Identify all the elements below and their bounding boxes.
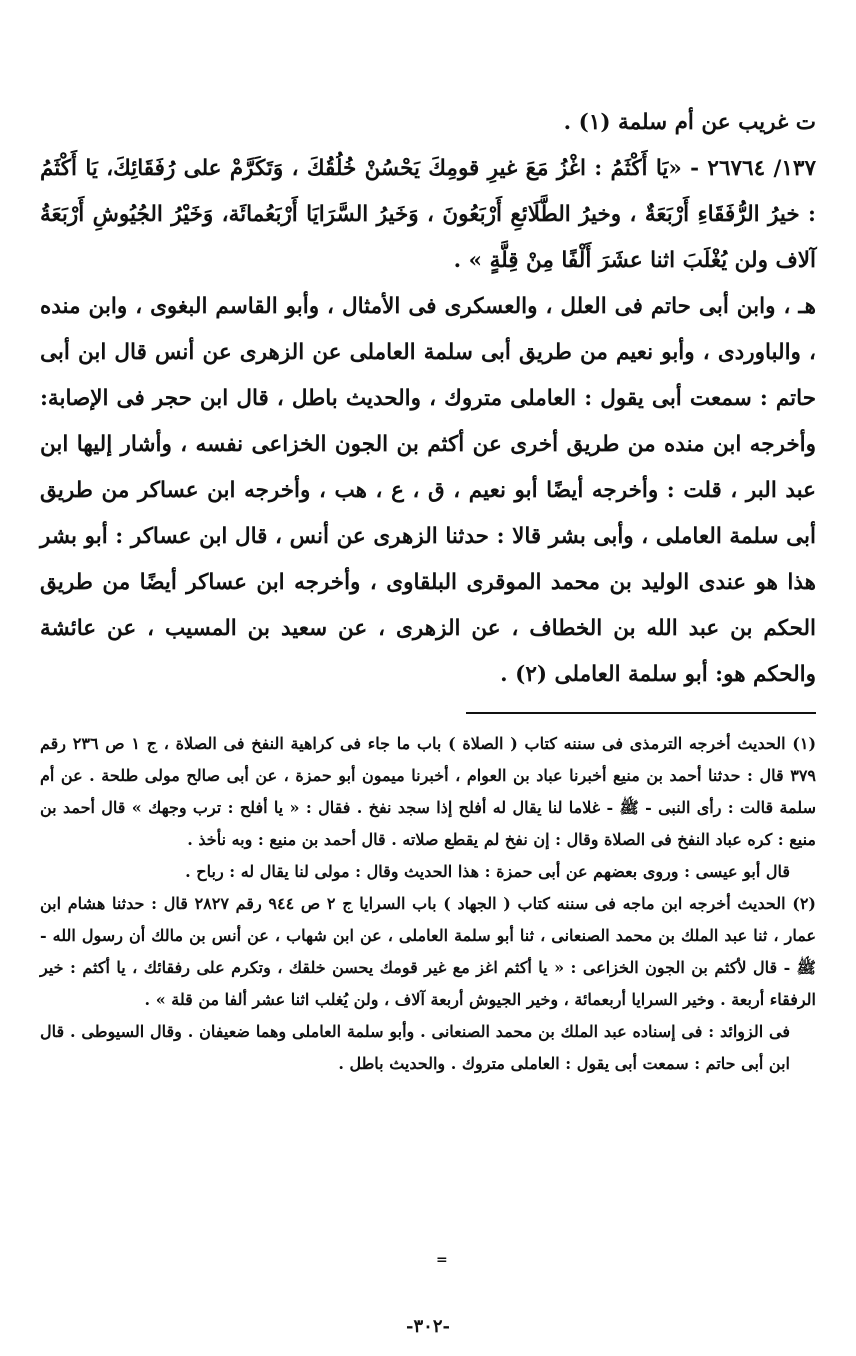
- footnotes: [40, 728, 816, 1080]
- footnote-2-continued: فى الزوائد : فى إسناده عبد الملك بن محمد الصنعانى . وأبو سلمة العاملى وهما ضعيفان . وقال السيوطى . قال ابن أبى حاتم : سمعت أبى يقول : العاملى متروك . والحديث باطل .: [40, 1022, 790, 1073]
- page-body: [40, 100, 816, 1080]
- main-paragraph-intro: ت غريب عن أم سلمة (١) .: [563, 110, 816, 135]
- continuation-mark: =: [436, 1252, 448, 1268]
- main-paragraph-hadith: ١٣٧/ ٢٦٧٦٤ - «يَا أَكْثَمُ : اغْزُ مَعَ غيرِ قومِكَ يَحْسُنْ خُلُقُكَ ، وَتَكَرَّمْ على رُفَقَائِكَ، يَا أَكْثَمُ : خيرُ الرُّفَقَاءِ أَرْبَعَةٌ ، وخيرُ الطَّلَائعِ أَرْبَعُونَ ، وَخَيرُ السَّرَايَا أَرْبَعُمائَة، وَخَيْرُ الجُيُوشِ أَرْبَعَةُ آلاف ولن يُغْلَبَ اثنا عشَرَ أَلْفًا مِنْ قِلَّةٍ » .: [40, 156, 816, 273]
- main-paragraph-takhrij: هـ ، وابن أبى حاتم فى العلل ، والعسكرى فى الأمثال ، وأبو القاسم البغوى ، وابن منده ، والباوردى ، وأبو نعيم من طريق أبى سلمة العاملى عن الزهرى عن أنس قال ابن أبى حاتم : سمعت أبى يقول : العاملى متروك ، والحديث باطل ، قال ابن حجر فى الإصابة: وأخرجه ابن منده من طريق أخرى عن أكثم بن الجون الخزاعى نفسه ، وأشار إليها ابن عبد البر ، قلت : وأخرجه أيضًا أبو نعيم ، ق ، ع ، هب ، وأخرجه ابن عساكر من طريق أبى سلمة العاملى ، وأبى بشر قالا : حدثنا الزهرى عن أنس ، قال ابن عساكر : أبو بشر هذا هو عندى الوليد بن محمد الموقرى البلقاوى ، وأخرجه ابن عساكر أيضًا من طريق الحكم بن عبد الله بن الخطاف ، عن الزهرى ، عن سعيد بن المسيب ، عن عائشة والحكم هو: أبو سلمة العاملى (٢) .: [40, 294, 816, 687]
- footnote-2: (٢) الحديث أخرجه ابن ماجه فى سننه كتاب ( الجهاد ) باب السرايا ج ٢ ص ٩٤٤ رقم ٢٨٢٧ قال : حدثنا هشام ابن عمار ، ثنا عبد الملك بن محمد الصنعانى ، ثنا أبو سلمة العاملى ، عن ابن شهاب ، عن أنس بن مالك أن رسول الله - ﷺ - قال لأكثم بن الجون الخزاعى : « يا أكثم اغز مع غير قومك يحسن خلقك ، وتكرم على رفقائك ، يا أكثم : خير الرفقاء أربعة . وخير السرايا أربعمائة ، وخير الجيوش أربعة آلاف ، ولن يُغلب اثنا عشر ألفا من قلة » .: [40, 894, 816, 1009]
- main-text: [40, 100, 816, 698]
- footnote-1-continued: قال أبو عيسى : وروى بعضهم عن أبى حمزة : هذا الحديث وقال : مولى لنا يقال له : رباح .: [185, 862, 790, 881]
- page-number: -٣٠٢-: [406, 1316, 450, 1337]
- footnote-divider: [466, 712, 816, 714]
- footnote-1: (١) الحديث أخرجه الترمذى فى سننه كتاب ( الصلاة ) باب ما جاء فى كراهية النفخ فى الصلاة ، ج ١ ص ٢٣٦ رقم ٣٧٩ قال : حدثنا أحمد بن منيع أخبرنا عباد بن العوام ، أخبرنا ميمون أبو حمزة ، عن أبى صالح مولى طلحة . عن أم سلمة قالت : رأى النبى - ﷺ - غلاما لنا يقال له أفلح إذا سجد نفخ . فقال : « يا أفلح : ترب وجهك » قال أحمد بن منيع : كره عباد النفخ فى الصلاة وقال : إن نفخ لم يقطع صلاته . قال أحمد بن منيع : وبه نأخذ .: [40, 734, 817, 849]
